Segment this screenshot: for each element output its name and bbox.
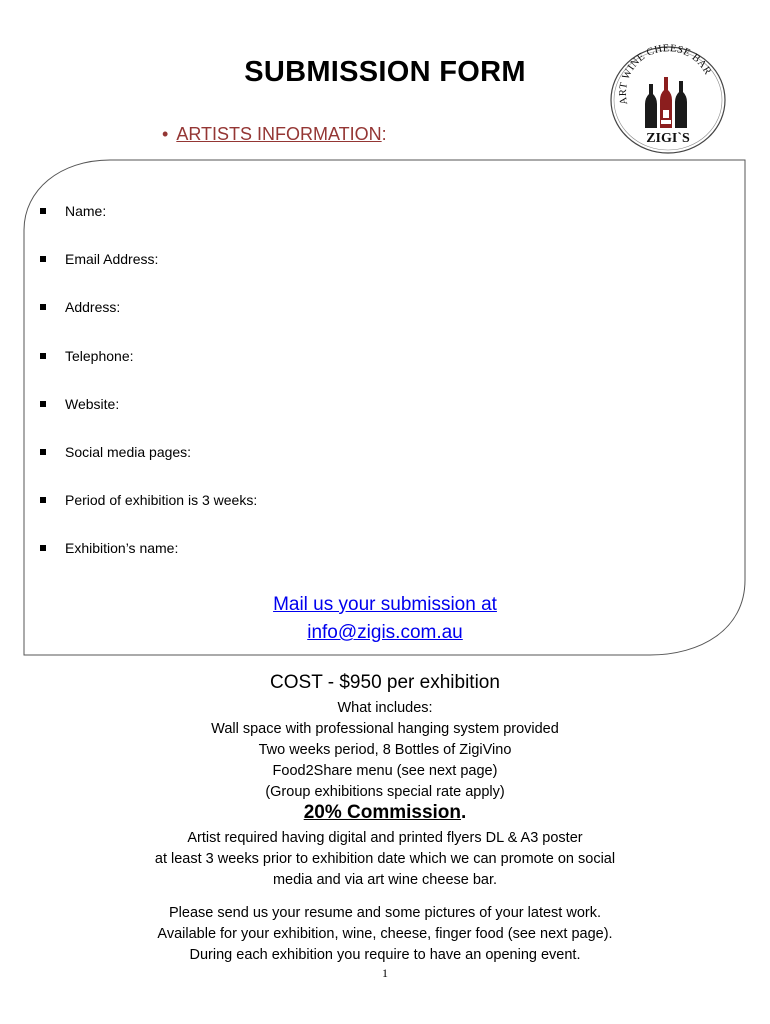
artist-requirements [0, 828, 770, 891]
cost-line: COST - $950 per exhibition [270, 672, 500, 693]
includes-item: Two weeks period, 8 Bottles of ZigiVino [258, 742, 512, 758]
includes-item: (Group exhibitions special rate apply) [265, 784, 505, 800]
includes-heading: What includes: [337, 700, 433, 716]
field-period: Period of exhibition is 3 weeks: [40, 492, 257, 540]
includes-item: Wall space with professional hanging system provided [211, 721, 559, 737]
includes-block [0, 698, 770, 803]
includes-item: Food2Share menu (see next page) [272, 763, 498, 779]
commission-heading: 20% Commission. [303, 802, 467, 823]
square-bullet-icon [40, 401, 46, 407]
section-heading: • ARTISTS INFORMATION: [162, 124, 387, 144]
square-bullet-icon [40, 449, 46, 455]
zigis-logo [608, 44, 728, 156]
square-bullet-icon [40, 497, 46, 503]
bullet-icon: • [162, 124, 169, 144]
field-website: Website: [40, 396, 257, 444]
mail-link-email[interactable]: info@zigis.com.au [307, 622, 463, 643]
instruction-line: Please send us your resume and some pictures of your latest work. [169, 905, 601, 921]
square-bullet-icon [40, 208, 46, 214]
mail-link-line1[interactable]: Mail us your submission at [273, 594, 497, 615]
field-telephone: Telephone: [40, 348, 257, 396]
square-bullet-icon [40, 256, 46, 262]
instruction-line: Available for your exhibition, wine, cheese, finger food (see next page). [157, 926, 613, 942]
square-bullet-icon [40, 545, 46, 551]
square-bullet-icon [40, 304, 46, 310]
artist-line: at least 3 weeks prior to exhibition date which we can promote on social [154, 851, 616, 867]
wine-bottles-icon [645, 77, 687, 128]
resume-instructions [0, 903, 770, 966]
logo-name: ZIGI`S [646, 131, 690, 146]
field-list [40, 203, 257, 589]
field-social-media: Social media pages: [40, 444, 257, 492]
field-exhibition-name: Exhibition’s name: [40, 540, 257, 588]
logo-arc-text: ART WINE CHEESE BAR [617, 44, 714, 106]
page-number: 1 [382, 966, 388, 980]
field-name: Name: [40, 203, 257, 251]
artist-line: Artist required having digital and printed flyers DL & A3 poster [187, 830, 583, 846]
artist-line: media and via art wine cheese bar. [272, 872, 498, 888]
page-title: SUBMISSION FORM [244, 56, 526, 88]
square-bullet-icon [40, 353, 46, 359]
instruction-line: During each exhibition you require to have an opening event. [189, 947, 581, 963]
field-email: Email Address: [40, 251, 257, 299]
mail-link[interactable] [0, 591, 770, 647]
field-address: Address: [40, 299, 257, 347]
section-heading-text: ARTISTS INFORMATION [176, 124, 382, 144]
